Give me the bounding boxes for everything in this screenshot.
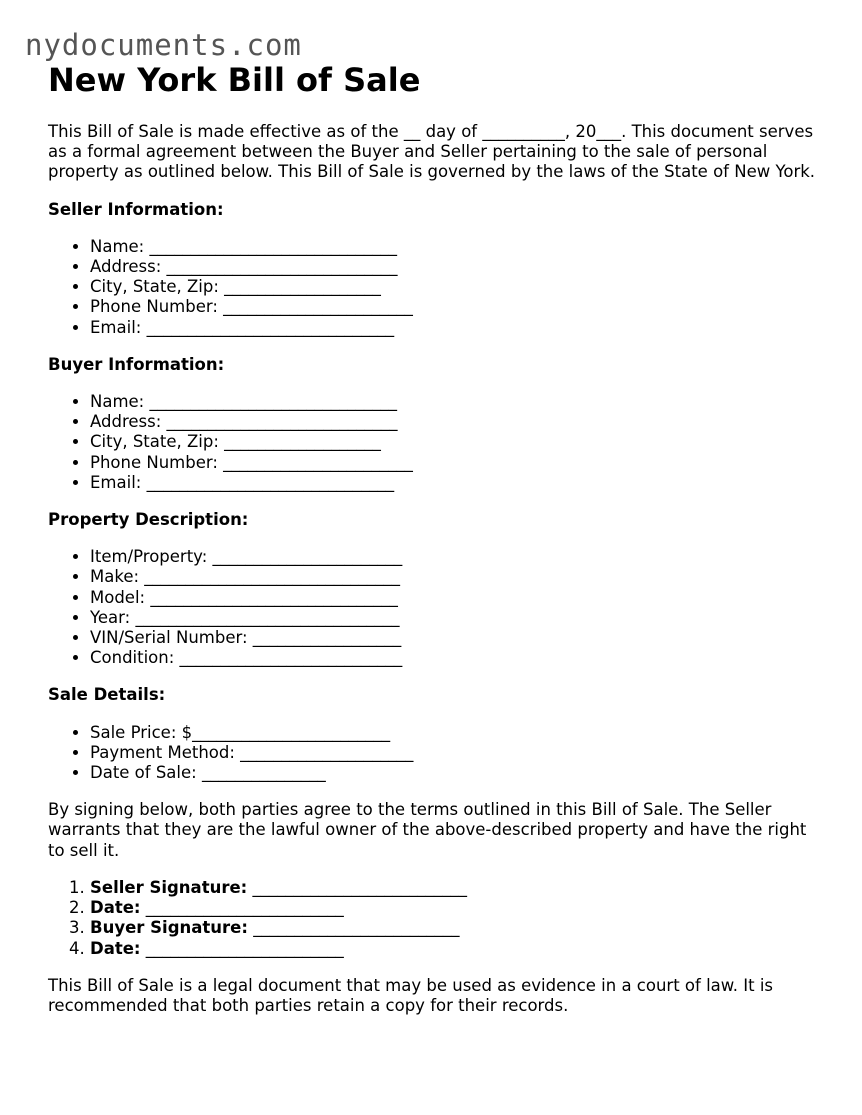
buyer-signature-label: Buyer Signature: xyxy=(90,918,248,938)
property-heading: Property Description: xyxy=(48,510,249,530)
seller-signature-line: __________________________ xyxy=(247,877,467,897)
sale-heading: Sale Details: xyxy=(48,685,166,705)
buyer-address-field: • Address: ____________________________ xyxy=(90,412,818,432)
buyer-heading: Buyer Information: xyxy=(48,354,225,374)
seller-signature-field xyxy=(90,878,818,898)
buyer-phone-field: • Phone Number: _______________________ xyxy=(90,453,818,473)
seller-date-label: Date: xyxy=(90,898,141,918)
buyer-signature-field xyxy=(90,918,818,938)
buyer-date-field xyxy=(90,939,818,959)
property-list xyxy=(48,547,818,668)
signature-list xyxy=(48,878,818,959)
sale-price-field: • Sale Price: $________________________ xyxy=(90,723,818,743)
sale-date-field: • Date of Sale: _______________ xyxy=(90,763,818,783)
closing-paragraph: This Bill of Sale is a legal document that may be used as evidence in a court of law. It is recommended that both parties retain a copy for their records. xyxy=(48,975,774,1015)
sale-list xyxy=(48,723,818,784)
watermark: nydocuments.com xyxy=(25,28,302,62)
seller-list xyxy=(48,237,818,338)
property-item-field: • Item/Property: _______________________ xyxy=(90,547,818,567)
seller-city-field: • City, State, Zip: ___________________ xyxy=(90,277,818,297)
buyer-list xyxy=(48,392,818,493)
buyer-name-field: • Name: ______________________________ xyxy=(90,392,818,412)
seller-email-field: • Email: ______________________________ xyxy=(90,318,818,338)
buyer-date-label: Date: xyxy=(90,938,141,958)
agreement-paragraph: By signing below, both parties agree to the terms outlined in this Bill of Sale. The Seller warrants that they are the lawful owner of the above-described property and have the right to sell it. xyxy=(48,800,807,860)
payment-method-field: • Payment Method: _____________________ xyxy=(90,743,818,763)
intro-paragraph: This Bill of Sale is made effective as of the __ day of __________, 20___. This document serves as a formal agreement between the Buyer and Seller pertaining to the sale of personal property as outlined below. This Bill of Sale is governed by the laws of the State of New York. xyxy=(48,122,816,182)
document xyxy=(48,57,818,1016)
buyer-city-field: • City, State, Zip: ___________________ xyxy=(90,432,818,452)
property-model-field: • Model: ______________________________ xyxy=(90,588,818,608)
buyer-email-field: • Email: ______________________________ xyxy=(90,473,818,493)
seller-address-field: • Address: ____________________________ xyxy=(90,257,818,277)
property-vin-field: • VIN/Serial Number: __________________ xyxy=(90,628,818,648)
seller-heading: Seller Information: xyxy=(48,199,224,219)
seller-date-line: ________________________ xyxy=(140,898,344,918)
seller-date-field xyxy=(90,898,818,918)
property-condition-field: • Condition: ___________________________ xyxy=(90,648,818,668)
property-year-field: • Year: ________________________________ xyxy=(90,608,818,628)
seller-signature-label: Seller Signature: xyxy=(90,877,248,897)
buyer-date-line: ________________________ xyxy=(140,938,344,958)
property-make-field: • Make: _______________________________ xyxy=(90,567,818,587)
document-title: New York Bill of Sale xyxy=(48,61,421,99)
seller-phone-field: • Phone Number: _______________________ xyxy=(90,297,818,317)
buyer-signature-line: _________________________ xyxy=(247,918,460,938)
seller-name-field: • Name: ______________________________ xyxy=(90,237,818,257)
